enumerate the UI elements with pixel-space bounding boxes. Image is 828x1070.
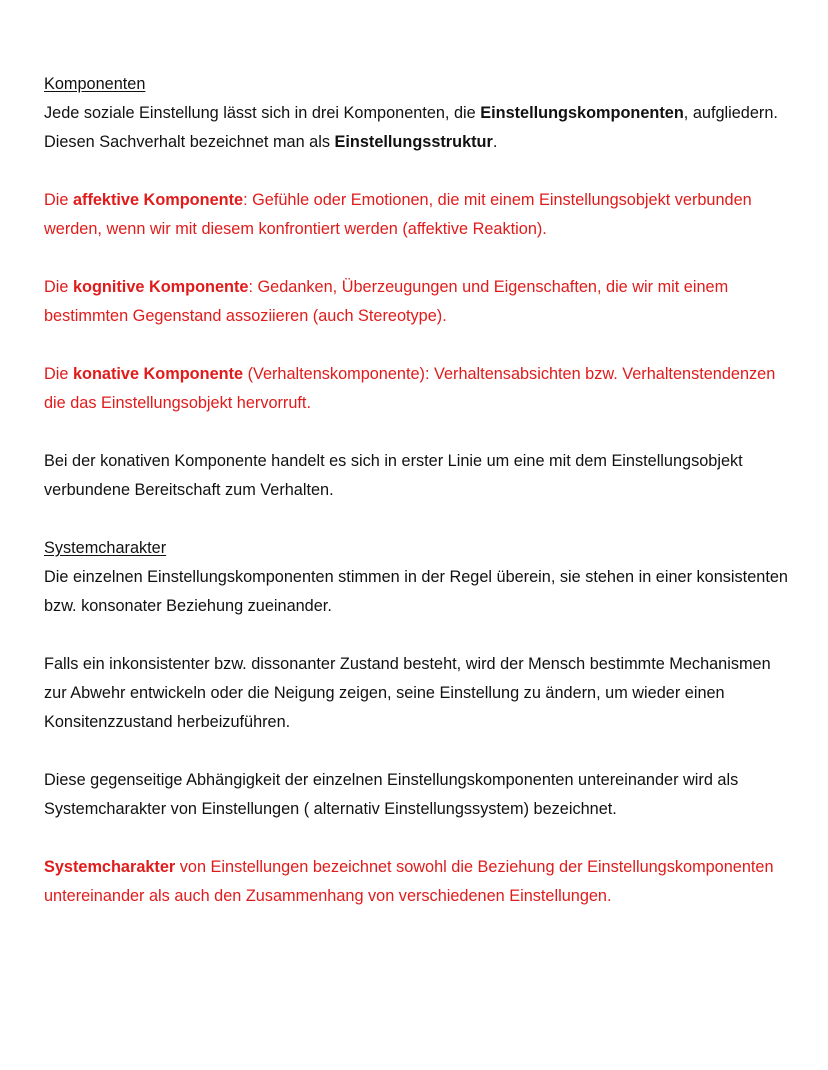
cognitive-component-paragraph: Die kognitive Komponente: Gedanken, Überzeugungen und Eigenschaften, die wir mit einem bestimmten Gegenstand assoziieren (auch Stereotype). (44, 278, 729, 325)
term-affektive-komponente: affektive Komponente (72, 191, 244, 209)
conative-component-paragraph: Die konative Komponente (Verhaltenskomponente): Verhaltensabsichten bzw. Verhaltenstendenzen die das Einstellungsobjekt hervorruft. (44, 365, 776, 412)
conative-note-paragraph: Bei der konativen Komponente handelt es sich in erster Linie um eine mit dem Einstellungsobjekt verbundene Bereitschaft zum Verhalten. (44, 452, 743, 499)
systemcharakter-definition-paragraph: Systemcharakter von Einstellungen bezeichnet sowohl die Beziehung der Einstellungskomponenten untereinander als auch den Zusammenhang von verschiedenen Einstellungen. (44, 858, 774, 905)
term-systemcharakter: Systemcharakter (44, 858, 176, 876)
section-heading-komponenten: Komponenten (44, 75, 146, 93)
intro-paragraph: Jede soziale Einstellung lässt sich in drei Komponenten, die Einstellungskomponenten, aufgliedern. Diesen Sachverhalt bezeichnet man als Einstellungsstruktur. (44, 104, 778, 151)
document-body (44, 70, 794, 911)
term-einstellungskomponenten: Einstellungskomponenten (480, 104, 684, 122)
consistency-paragraph: Die einzelnen Einstellungskomponenten stimmen in der Regel überein, sie stehen in einer konsistenten bzw. konsonater Beziehung zueinander. (44, 568, 788, 615)
interdependence-paragraph: Diese gegenseitige Abhängigkeit der einzelnen Einstellungskomponenten untereinander wird als Systemcharakter von Einstellungen ( alternativ Einstellungssystem) bezeichnet. (44, 771, 739, 818)
dissonance-paragraph: Falls ein inkonsistenter bzw. dissonanter Zustand besteht, wird der Mensch bestimmte Mechanismen zur Abwehr entwickeln oder die Neigung zeigen, seine Einstellung zu ändern, um wieder einen Konsitenzzustand herbeizuführen. (44, 655, 771, 731)
term-einstellungsstruktur: Einstellungsstruktur (334, 133, 493, 151)
term-konative-komponente: konative Komponente (72, 365, 244, 383)
section-heading-systemcharakter: Systemcharakter (44, 539, 167, 557)
affective-component-paragraph: Die affektive Komponente: Gefühle oder Emotionen, die mit einem Einstellungsobjekt verbunden werden, wenn wir mit diesem konfrontiert werden (affektive Reaktion). (44, 191, 752, 238)
term-kognitive-komponente: kognitive Komponente (72, 278, 249, 296)
